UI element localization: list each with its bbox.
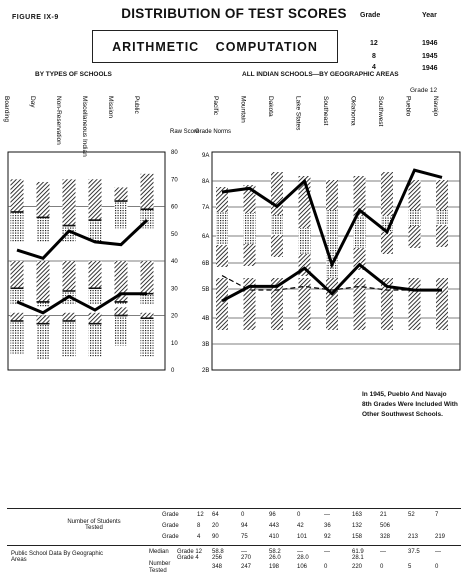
right-category-label: Pueblo <box>404 96 412 117</box>
right-box-lower <box>409 210 421 226</box>
table-cell: 0 <box>241 512 245 518</box>
table-median-grade-4: Grade 4 <box>177 555 199 561</box>
left-box-upper <box>89 313 102 324</box>
left-box-lower <box>89 324 102 357</box>
table-number-cell: 106 <box>297 564 308 570</box>
left-y-tick-label: 20 <box>171 313 178 320</box>
right-y-tick-label: 4B <box>202 316 210 322</box>
right-box-grade8 <box>216 278 228 330</box>
left-box-upper <box>37 182 50 217</box>
table-median-cell: — <box>297 549 303 555</box>
right-y-tick-label: 8A <box>202 179 210 185</box>
right-y-tick-label: 3B <box>202 342 210 348</box>
right-chart <box>195 96 460 374</box>
right-box-lower <box>436 210 448 225</box>
grade-row-2: 8 <box>372 53 376 60</box>
table-number-cell: 247 <box>241 564 252 570</box>
table-cell: 21 <box>380 512 387 518</box>
table-cell: 94 <box>241 523 248 529</box>
right-y-tick-label: 9A <box>202 153 210 159</box>
right-box-lower-hatch <box>216 245 228 267</box>
table-median-cell: — <box>324 549 330 555</box>
table-number-cell: 348 <box>212 564 223 570</box>
right-box-lower <box>299 228 311 254</box>
left-y-tick-label: 0 <box>171 368 175 374</box>
right-box-lower-hatch <box>244 244 256 266</box>
table-number-cell: 5 <box>408 564 412 570</box>
right-box-upper <box>436 180 448 210</box>
left-y-tick-label: 40 <box>171 259 178 265</box>
table-median-label: Median <box>149 549 169 555</box>
table-cell: 52 <box>408 512 415 518</box>
table-cell: 101 <box>297 534 308 540</box>
right-box-upper <box>326 180 338 210</box>
table-cell: 7 <box>435 512 439 518</box>
left-y-tick-label: 30 <box>171 286 178 293</box>
right-box-upper <box>409 180 421 210</box>
table-median-cell: 58.2 <box>269 549 281 555</box>
left-box-lower <box>89 288 102 304</box>
table-grade-value: 12 <box>197 512 204 518</box>
grade-row-1: 12 <box>370 40 378 47</box>
right-category-label: Oklahoma <box>349 96 357 126</box>
left-y-tick-label: 60 <box>171 204 178 211</box>
left-box-upper <box>141 174 154 209</box>
table-median-cell: 61.9 <box>352 549 364 555</box>
table-median-cell: — <box>435 549 441 555</box>
table-grade-value: 8 <box>197 523 201 529</box>
chart-title: DISTRIBUTION OF TEST SCORES <box>121 6 347 21</box>
right-box-lower <box>244 213 256 244</box>
grade-header: Grade <box>360 12 381 19</box>
right-y-tick-label: 6A <box>202 234 210 240</box>
left-category-label: Non-Reservation <box>55 96 62 145</box>
left-box-upper <box>11 179 24 212</box>
left-box-upper <box>63 179 76 225</box>
table-cell: 96 <box>269 512 276 518</box>
right-box-lower-hatch <box>436 225 448 247</box>
table-cell: 163 <box>352 512 363 518</box>
right-box-lower-hatch <box>271 235 283 257</box>
right-category-label: Navajo <box>432 96 439 117</box>
table-cell: 42 <box>297 523 304 529</box>
data-table <box>7 508 461 573</box>
table-cell: 410 <box>269 534 280 540</box>
chart-note: In 1945, Pueblo And Navajo 8th Grades Were Included With Other Southwest Schools. <box>362 391 458 418</box>
table-cell: 90 <box>212 534 219 540</box>
table-cell: 0 <box>297 512 301 518</box>
right-box-grade8 <box>299 278 311 330</box>
table-cell: 213 <box>408 534 419 540</box>
left-box-lower <box>115 201 128 228</box>
figure-label: FIGURE IX-9 <box>12 14 59 21</box>
left-box-lower <box>37 217 50 242</box>
table-cell: 219 <box>435 534 446 540</box>
year-row-2: 1945 <box>422 53 438 60</box>
table-grade-value: 4 <box>197 534 201 540</box>
right-grade-tag: Grade 12 <box>410 87 438 94</box>
left-y-tick-label: 10 <box>171 340 178 347</box>
right-y-tick-label: 2B <box>202 368 210 374</box>
right-y-axis-label: Grade Norms <box>195 129 232 135</box>
left-box-lower <box>37 324 50 359</box>
left-box-upper <box>115 187 128 201</box>
right-box-upper <box>271 172 283 215</box>
left-box-upper <box>11 261 24 288</box>
table-median-cell: — <box>241 549 247 555</box>
table-cell: — <box>324 512 330 518</box>
public-label: Public School Data By Geographic Areas <box>11 551 104 563</box>
left-category-label: Boarding <box>3 96 10 123</box>
table-cell: 20 <box>212 523 219 529</box>
left-box-lower <box>37 302 50 307</box>
left-box-lower <box>141 318 154 356</box>
table-median-cell: 256 <box>212 555 223 561</box>
left-box-lower <box>115 316 128 346</box>
right-category-label: Mountain <box>239 96 247 123</box>
left-section-title: BY TYPES OF SCHOOLS <box>35 71 112 78</box>
right-y-tick-label: 7A <box>202 205 210 211</box>
right-box-grade8 <box>326 278 338 330</box>
left-y-tick-label: 50 <box>171 231 178 238</box>
table-number-cell: 0 <box>324 564 328 570</box>
left-y-tick-label: 80 <box>171 150 178 156</box>
table-cell: 132 <box>352 523 363 529</box>
table-number-label: Number Tested <box>149 561 171 574</box>
left-y-tick-label: 70 <box>171 177 178 184</box>
right-category-label: Southeast <box>322 96 329 126</box>
left-box-upper <box>89 261 102 288</box>
table-median-grade-12: Grade 12 <box>177 549 203 555</box>
right-box-grade8 <box>436 278 448 330</box>
table-cell: 92 <box>324 534 331 540</box>
right-box-lower <box>326 210 338 284</box>
right-box-grade8 <box>354 278 366 330</box>
right-box-upper <box>381 172 393 216</box>
left-box-upper <box>141 261 154 294</box>
right-category-label: Southwest <box>377 96 384 127</box>
left-box-upper <box>11 313 24 321</box>
table-grade-label: Grade <box>162 512 179 518</box>
chart-subtitle: ARITHMETIC COMPUTATION <box>92 30 338 63</box>
table-cell: 443 <box>269 523 280 529</box>
right-section-title: ALL INDIAN SCHOOLS—BY GEOGRAPHIC AREAS <box>242 71 399 78</box>
table-cell: 328 <box>380 534 391 540</box>
right-category-label: Lake States <box>294 96 302 131</box>
year-row-1: 1946 <box>422 40 438 47</box>
table-cell: 64 <box>212 512 219 518</box>
left-y-axis-label: Raw Score <box>170 129 200 135</box>
table-median-cell: 37.5 <box>408 549 420 555</box>
table-median-cell: 26.0 <box>269 555 281 561</box>
left-category-label: Mission <box>107 96 114 119</box>
left-box-upper <box>115 307 128 315</box>
table-cell: 75 <box>241 534 248 540</box>
left-category-label: Day <box>29 96 36 108</box>
right-y-tick-label: 6B <box>202 261 210 267</box>
right-box-lower-hatch <box>409 226 421 248</box>
table-grade-label: Grade <box>162 523 179 529</box>
left-box-upper <box>63 261 76 291</box>
left-box-upper <box>37 316 50 324</box>
year-header: Year <box>422 12 437 19</box>
right-box-grade8 <box>409 278 421 330</box>
table-cell: 506 <box>380 523 391 529</box>
table-number-cell: 220 <box>352 564 363 570</box>
left-category-label: Public <box>133 96 140 114</box>
right-box-lower-hatch <box>381 232 393 254</box>
table-number-cell: 198 <box>269 564 280 570</box>
left-box-lower <box>11 212 24 242</box>
right-category-label: Pacific <box>212 96 219 116</box>
year-row-3: 1946 <box>422 65 438 72</box>
table-median-cell: 28.1 <box>352 555 364 561</box>
left-chart <box>3 96 200 374</box>
right-box-lower <box>216 212 228 245</box>
table-number-cell: 0 <box>435 564 439 570</box>
table-median-cell: 58.8 <box>212 549 224 555</box>
left-category-label: Miscellaneous Indian <box>81 96 88 157</box>
left-box-lower <box>141 294 154 305</box>
table-grade-label: Grade <box>162 534 179 540</box>
table-number-cell: 0 <box>380 564 384 570</box>
left-box-lower <box>63 321 76 356</box>
table-cell: 158 <box>352 534 363 540</box>
left-box-upper <box>37 261 50 302</box>
left-box-lower <box>11 321 24 354</box>
table-median-cell: 28.0 <box>297 555 309 561</box>
grade-row-3: 4 <box>372 64 376 71</box>
right-box-lower <box>271 215 283 235</box>
table-cell: 36 <box>324 523 331 529</box>
table-median-cell: 270 <box>241 555 252 561</box>
table-median-cell: — <box>380 549 386 555</box>
right-y-tick-label: 5B <box>202 287 210 293</box>
left-box-upper <box>89 179 102 220</box>
left-box-upper <box>63 313 76 321</box>
right-category-label: Dakota <box>267 96 274 117</box>
students-label: Number of Students Tested <box>67 519 121 531</box>
left-box-upper <box>141 313 154 318</box>
